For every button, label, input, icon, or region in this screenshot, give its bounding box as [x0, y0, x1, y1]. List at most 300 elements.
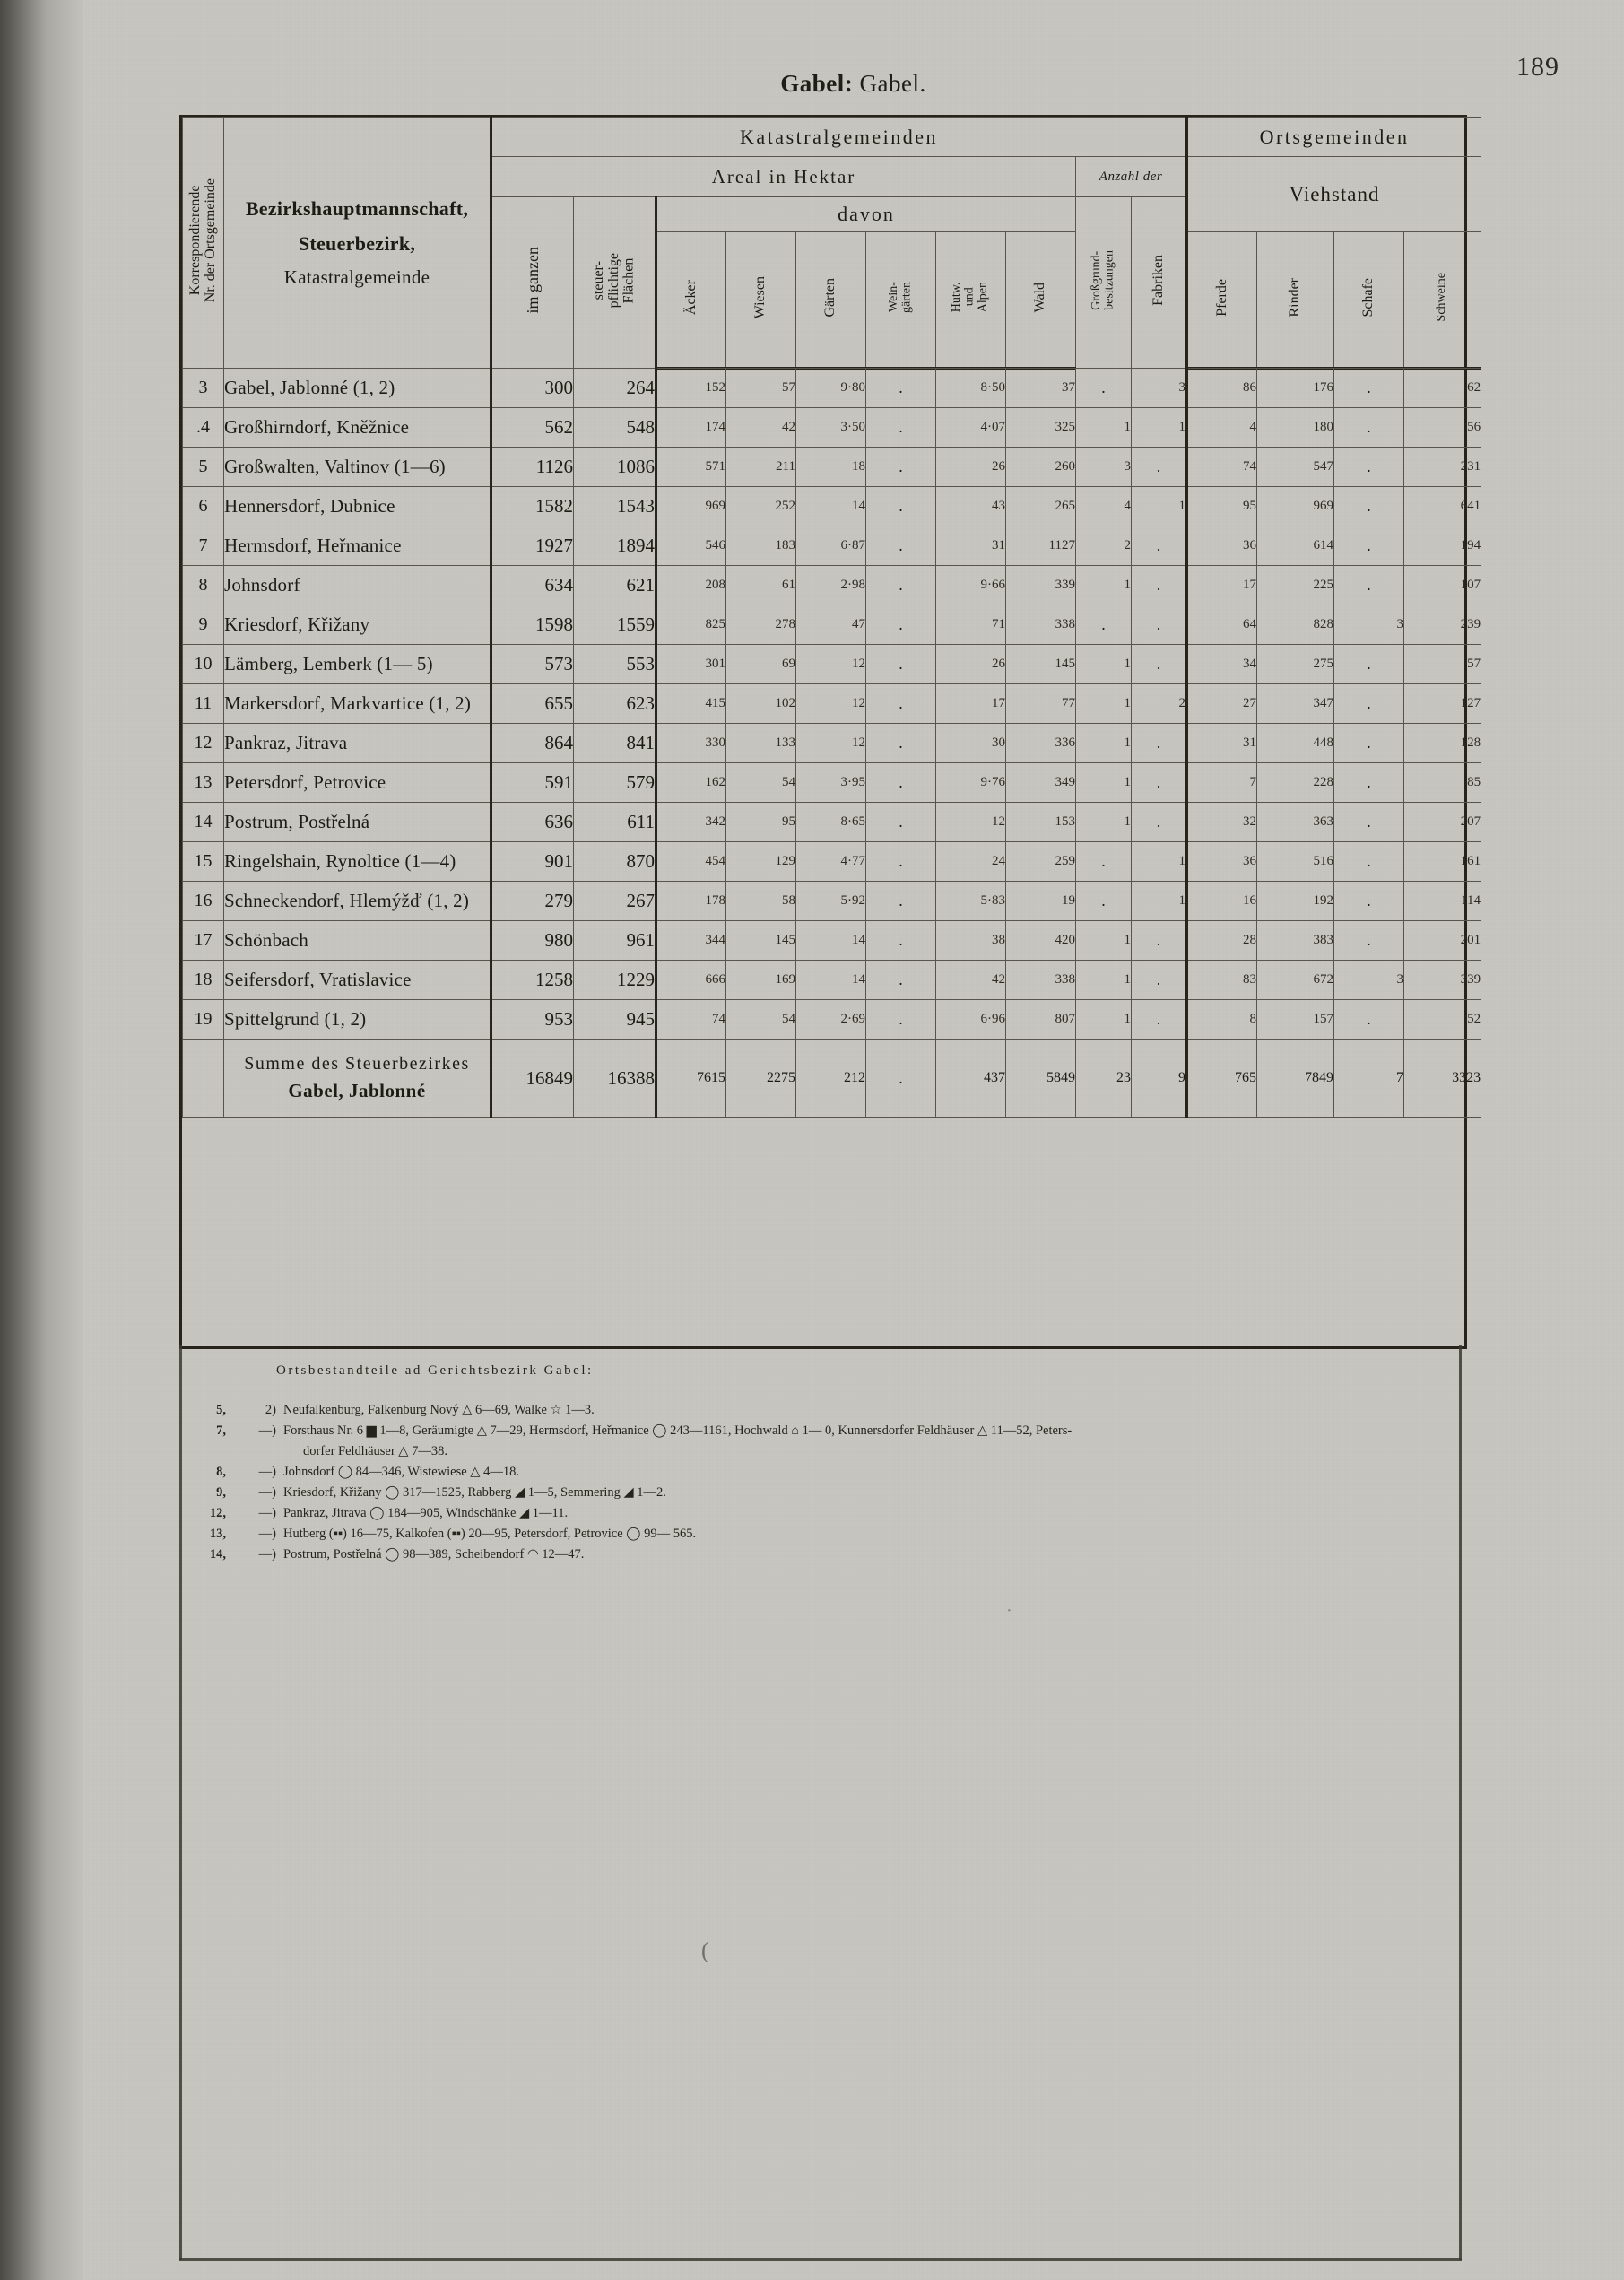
cell-wiesen: 145: [726, 921, 796, 961]
cell-hutweiden-alpen: 26: [936, 448, 1006, 487]
cell-steuerpflichtige: 1894: [574, 526, 656, 566]
cell-im-ganzen: 901: [491, 842, 574, 882]
footnote-row: [179, 1441, 1072, 1462]
cell-grossgrundbesitzungen: 2: [1076, 526, 1132, 566]
cell-gaerten: 5·92: [796, 882, 866, 921]
table-row: [183, 566, 1481, 605]
cell-schweine: 56: [1404, 408, 1481, 448]
cell-schafe: .: [1334, 566, 1404, 605]
cell-weingaerten: .: [866, 803, 936, 842]
cell-rinder: 516: [1257, 842, 1334, 882]
cell-gaerten: 18: [796, 448, 866, 487]
footnote-number: 12,: [209, 1506, 226, 1521]
footnote-number: 7,: [216, 1423, 226, 1439]
cell-rinder: 275: [1257, 645, 1334, 684]
footnote-text: Neufalkenburg, Falkenburg Nový △ 6—69, Walke ☆ 1—3.: [283, 1403, 595, 1417]
cell-schafe: .: [1334, 921, 1404, 961]
cell-gemeinde-name: Hennersdorf, Dubnice: [224, 487, 491, 526]
summary-cell-schafe: 7: [1334, 1040, 1404, 1118]
cell-grossgrundbesitzungen: 1: [1076, 566, 1132, 605]
summary-row: [183, 1040, 1481, 1118]
cell-rinder: 672: [1257, 961, 1334, 1000]
col-header-grossgrund-line1: Großgrund-: [1089, 250, 1103, 310]
cell-fabriken: .: [1132, 921, 1187, 961]
cell-steuerpflichtige: 548: [574, 408, 656, 448]
footnote-text: Postrum, Postřelná ◯ 98—389, Scheibendorf ◠ 12—47.: [283, 1547, 585, 1562]
cell-hutweiden-alpen: 6·96: [936, 1000, 1006, 1040]
cell-hutweiden-alpen: 17: [936, 684, 1006, 724]
footnote-marker: —): [258, 1547, 276, 1562]
cell-steuerpflichtige: 623: [574, 684, 656, 724]
cell-acker: 330: [656, 724, 726, 763]
cell-steuerpflichtige: 1229: [574, 961, 656, 1000]
cell-grossgrundbesitzungen: .: [1076, 369, 1132, 408]
cell-im-ganzen: 573: [491, 645, 574, 684]
cell-schweine: 201: [1404, 921, 1481, 961]
col-header-wald-label: Wald: [1032, 282, 1048, 313]
cell-wiesen: 57: [726, 369, 796, 408]
table-row: [183, 684, 1481, 724]
summary-cell-fabriken: 9: [1132, 1040, 1187, 1118]
cell-wald: 420: [1006, 921, 1076, 961]
cell-weingaerten: .: [866, 763, 936, 803]
page-number: 189: [1516, 52, 1559, 82]
col-header-steuerpfl-line3: Flächen: [621, 257, 637, 303]
cell-korrespondierende-nr: 6: [183, 487, 224, 526]
cell-schweine: 339: [1404, 961, 1481, 1000]
cell-im-ganzen: 980: [491, 921, 574, 961]
col-header-weingaerten: [866, 232, 936, 369]
footnote-text: Hutberg (▪▪) 16—75, Kalkofen (▪▪) 20—95, Petersdorf, Petrovice ◯ 99— 565.: [283, 1527, 697, 1542]
cell-pferde: 31: [1187, 724, 1257, 763]
footnote-row: [179, 1545, 1072, 1565]
cell-pferde: 8: [1187, 1000, 1257, 1040]
col-header-acker: [656, 232, 726, 369]
cell-schafe: .: [1334, 645, 1404, 684]
cell-schafe: .: [1334, 763, 1404, 803]
cell-fabriken: .: [1132, 803, 1187, 842]
cell-rinder: 614: [1257, 526, 1334, 566]
statistics-table-frame: [179, 115, 1481, 1349]
cell-steuerpflichtige: 945: [574, 1000, 656, 1040]
cell-pferde: 64: [1187, 605, 1257, 645]
cell-im-ganzen: 655: [491, 684, 574, 724]
cell-fabriken: 1: [1132, 882, 1187, 921]
cell-steuerpflichtige: 870: [574, 842, 656, 882]
page-left-rule: [179, 1345, 182, 2260]
cell-gemeinde-name: Seifersdorf, Vratislavice: [224, 961, 491, 1000]
cell-grossgrundbesitzungen: .: [1076, 842, 1132, 882]
cell-hutweiden-alpen: 9·76: [936, 763, 1006, 803]
cell-schweine: 239: [1404, 605, 1481, 645]
cell-wald: 77: [1006, 684, 1076, 724]
cell-steuerpflichtige: 264: [574, 369, 656, 408]
cell-grossgrundbesitzungen: 1: [1076, 408, 1132, 448]
cell-wiesen: 169: [726, 961, 796, 1000]
cell-weingaerten: .: [866, 408, 936, 448]
cell-im-ganzen: 1927: [491, 526, 574, 566]
cell-pferde: 4: [1187, 408, 1257, 448]
cell-pferde: 86: [1187, 369, 1257, 408]
table-row: [183, 803, 1481, 842]
cell-fabriken: .: [1132, 566, 1187, 605]
col-header-rinder: [1257, 232, 1334, 369]
cell-korrespondierende-nr: 7: [183, 526, 224, 566]
cell-rinder: 228: [1257, 763, 1334, 803]
col-header-bezirkshauptmannschaft: Bezirkshauptmannschaft,: [245, 197, 469, 221]
col-header-hutweiden-alpen: [936, 232, 1006, 369]
col-header-fabriken-label: Fabriken: [1150, 255, 1166, 306]
table-row: [183, 408, 1481, 448]
cell-korrespondierende-nr: 5: [183, 448, 224, 487]
cell-hutweiden-alpen: 30: [936, 724, 1006, 763]
cell-acker: 344: [656, 921, 726, 961]
cell-rinder: 180: [1257, 408, 1334, 448]
cell-gaerten: 3·50: [796, 408, 866, 448]
summary-cell-wiesen: 2275: [726, 1040, 796, 1118]
cell-rinder: 547: [1257, 448, 1334, 487]
cell-weingaerten: .: [866, 684, 936, 724]
cell-weingaerten: .: [866, 842, 936, 882]
group-header-davon: davon: [656, 197, 1076, 232]
cell-korrespondierende-nr: 10: [183, 645, 224, 684]
cell-steuerpflichtige: 553: [574, 645, 656, 684]
cell-im-ganzen: 1598: [491, 605, 574, 645]
cell-schweine: 194: [1404, 526, 1481, 566]
cell-pferde: 17: [1187, 566, 1257, 605]
cell-hutweiden-alpen: 12: [936, 803, 1006, 842]
cell-gemeinde-name: Pankraz, Jitrava: [224, 724, 491, 763]
cell-wald: 349: [1006, 763, 1076, 803]
cell-schafe: .: [1334, 526, 1404, 566]
cell-schafe: .: [1334, 803, 1404, 842]
cell-gemeinde-name: Johnsdorf: [224, 566, 491, 605]
cell-wald: 259: [1006, 842, 1076, 882]
cell-schweine: 52: [1404, 1000, 1481, 1040]
cell-hutweiden-alpen: 31: [936, 526, 1006, 566]
cell-wald: 1127: [1006, 526, 1076, 566]
footnotes-table: [179, 1400, 1072, 1565]
cell-schafe: .: [1334, 1000, 1404, 1040]
cell-gemeinde-name: Gabel, Jablonné (1, 2): [224, 369, 491, 408]
cell-wiesen: 95: [726, 803, 796, 842]
col-header-weingaerten-line1: Wein-: [886, 282, 900, 313]
scan-artifact-glyph: (: [701, 1937, 709, 1963]
footnote-number: 8,: [216, 1465, 226, 1480]
col-header-hutw-line3: Alpen: [976, 282, 990, 313]
col-header-steuerpfl-line1: steuer-: [590, 260, 606, 300]
cell-gaerten: 6·87: [796, 526, 866, 566]
cell-fabriken: 2: [1132, 684, 1187, 724]
cell-fabriken: .: [1132, 526, 1187, 566]
cell-hutweiden-alpen: 71: [936, 605, 1006, 645]
cell-rinder: 828: [1257, 605, 1334, 645]
cell-weingaerten: .: [866, 645, 936, 684]
footnote-row: [179, 1503, 1072, 1524]
cell-grossgrundbesitzungen: .: [1076, 882, 1132, 921]
cell-gaerten: 14: [796, 921, 866, 961]
cell-fabriken: 3: [1132, 369, 1187, 408]
cell-pferde: 32: [1187, 803, 1257, 842]
footnote-marker: —): [258, 1423, 276, 1439]
cell-schafe: .: [1334, 369, 1404, 408]
cell-steuerpflichtige: 1543: [574, 487, 656, 526]
cell-fabriken: .: [1132, 724, 1187, 763]
footnote-number: 14,: [209, 1547, 226, 1562]
cell-im-ganzen: 279: [491, 882, 574, 921]
table-row: [183, 487, 1481, 526]
cell-wiesen: 102: [726, 684, 796, 724]
cell-grossgrundbesitzungen: 1: [1076, 961, 1132, 1000]
cell-rinder: 969: [1257, 487, 1334, 526]
cell-schweine: 231: [1404, 448, 1481, 487]
cell-korrespondierende-nr: 18: [183, 961, 224, 1000]
col-header-administrative-unit: [224, 118, 491, 369]
cell-schweine: 107: [1404, 566, 1481, 605]
page-bottom-rule: [179, 2258, 1462, 2261]
cell-korrespondierende-nr: 17: [183, 921, 224, 961]
footnote-row: [179, 1483, 1072, 1503]
cell-acker: 969: [656, 487, 726, 526]
cell-wald: 336: [1006, 724, 1076, 763]
cell-wiesen: 133: [726, 724, 796, 763]
group-header-areal-in-hektar: Areal in Hektar: [491, 157, 1076, 197]
summary-empty-index: [183, 1040, 224, 1118]
col-header-weingaerten-line2: gärten: [899, 282, 914, 313]
cell-hutweiden-alpen: 26: [936, 645, 1006, 684]
table-row: [183, 724, 1481, 763]
cell-hutweiden-alpen: 4·07: [936, 408, 1006, 448]
cell-grossgrundbesitzungen: 1: [1076, 921, 1132, 961]
col-header-rinder-label: Rinder: [1287, 277, 1303, 318]
cell-gemeinde-name: Spittelgrund (1, 2): [224, 1000, 491, 1040]
col-header-acker-label: Äcker: [682, 279, 699, 316]
cell-grossgrundbesitzungen: 4: [1076, 487, 1132, 526]
cell-grossgrundbesitzungen: 3: [1076, 448, 1132, 487]
cell-fabriken: 1: [1132, 487, 1187, 526]
cell-korrespondierende-nr: 11: [183, 684, 224, 724]
cell-hutweiden-alpen: 38: [936, 921, 1006, 961]
cell-schafe: .: [1334, 842, 1404, 882]
cell-schafe: .: [1334, 487, 1404, 526]
cell-rinder: 157: [1257, 1000, 1334, 1040]
cell-schweine: 127: [1404, 684, 1481, 724]
cell-hutweiden-alpen: 43: [936, 487, 1006, 526]
cell-korrespondierende-nr: 19: [183, 1000, 224, 1040]
footnotes-block: [179, 1363, 1462, 1565]
cell-im-ganzen: 634: [491, 566, 574, 605]
summary-cell-wald: 5849: [1006, 1040, 1076, 1118]
table-row: [183, 763, 1481, 803]
cell-wiesen: 58: [726, 882, 796, 921]
summary-cell-grossgrundbesitzungen: 23: [1076, 1040, 1132, 1118]
cell-gemeinde-name: Schönbach: [224, 921, 491, 961]
scanned-page: [83, 0, 1624, 2280]
book-gutter-shadow: [0, 0, 47, 2280]
cell-acker: 162: [656, 763, 726, 803]
cell-wald: 339: [1006, 566, 1076, 605]
cell-wiesen: 183: [726, 526, 796, 566]
cell-wiesen: 129: [726, 842, 796, 882]
summary-cell-steuerpflichtige: 16388: [574, 1040, 656, 1118]
cell-grossgrundbesitzungen: 1: [1076, 763, 1132, 803]
cell-wiesen: 252: [726, 487, 796, 526]
cell-korrespondierende-nr: 9: [183, 605, 224, 645]
footnote-marker: 2): [265, 1403, 276, 1417]
table-row: [183, 961, 1481, 1000]
cell-wald: 37: [1006, 369, 1076, 408]
cell-schweine: 161: [1404, 842, 1481, 882]
footnote-text-continuation: dorfer Feldhäuser △ 7—38.: [303, 1444, 447, 1459]
cell-korrespondierende-nr: 16: [183, 882, 224, 921]
footnote-number: 9,: [216, 1485, 226, 1501]
col-header-korr-line2: Nr. der Ortsgemeinde: [202, 178, 218, 303]
cell-im-ganzen: 953: [491, 1000, 574, 1040]
table-row: [183, 645, 1481, 684]
col-header-schafe: [1334, 232, 1404, 369]
footnote-row: [179, 1462, 1072, 1483]
cell-weingaerten: .: [866, 882, 936, 921]
cell-korrespondierende-nr: 8: [183, 566, 224, 605]
summary-cell-schweine: 3323: [1404, 1040, 1481, 1118]
cell-grossgrundbesitzungen: .: [1076, 605, 1132, 645]
footnote-number: 5,: [216, 1403, 226, 1417]
cell-steuerpflichtige: 611: [574, 803, 656, 842]
cell-gemeinde-name: Petersdorf, Petrovice: [224, 763, 491, 803]
cell-gaerten: 9·80: [796, 369, 866, 408]
cell-pferde: 27: [1187, 684, 1257, 724]
summary-label-line1: Summe des Steuerbezirkes: [244, 1054, 470, 1075]
table-row: [183, 526, 1481, 566]
cell-gaerten: 3·95: [796, 763, 866, 803]
cell-fabriken: 1: [1132, 842, 1187, 882]
scan-artifact-dot: ·: [1006, 1601, 1012, 1621]
cell-pferde: 95: [1187, 487, 1257, 526]
cell-schweine: 207: [1404, 803, 1481, 842]
cell-fabriken: .: [1132, 961, 1187, 1000]
cell-gemeinde-name: Kriesdorf, Křižany: [224, 605, 491, 645]
summary-cell-im-ganzen: 16849: [491, 1040, 574, 1118]
col-header-im-ganzen-label: im ganzen: [523, 247, 542, 314]
cell-fabriken: .: [1132, 605, 1187, 645]
cell-fabriken: .: [1132, 763, 1187, 803]
cell-hutweiden-alpen: 24: [936, 842, 1006, 882]
cell-weingaerten: .: [866, 605, 936, 645]
cell-gemeinde-name: Schneckendorf, Hlemýžď (1, 2): [224, 882, 491, 921]
cell-schafe: .: [1334, 448, 1404, 487]
cell-wiesen: 54: [726, 1000, 796, 1040]
cell-wald: 153: [1006, 803, 1076, 842]
running-head-district: Gabel:: [780, 70, 854, 97]
cell-acker: 825: [656, 605, 726, 645]
cell-steuerpflichtige: 579: [574, 763, 656, 803]
statistics-table: [182, 117, 1481, 1118]
footnote-marker: —): [258, 1527, 276, 1542]
cell-fabriken: .: [1132, 645, 1187, 684]
cell-grossgrundbesitzungen: 1: [1076, 645, 1132, 684]
cell-acker: 152: [656, 369, 726, 408]
footnote-marker: —): [258, 1485, 276, 1501]
footnote-row: [179, 1421, 1072, 1441]
table-row: [183, 369, 1481, 408]
cell-schweine: 57: [1404, 645, 1481, 684]
cell-gaerten: 8·65: [796, 803, 866, 842]
running-head: [83, 70, 1624, 98]
cell-rinder: 347: [1257, 684, 1334, 724]
cell-weingaerten: .: [866, 1000, 936, 1040]
cell-rinder: 225: [1257, 566, 1334, 605]
cell-grossgrundbesitzungen: 1: [1076, 1000, 1132, 1040]
cell-korrespondierende-nr: .4: [183, 408, 224, 448]
cell-rinder: 383: [1257, 921, 1334, 961]
cell-schafe: .: [1334, 882, 1404, 921]
cell-gaerten: 14: [796, 961, 866, 1000]
col-header-korr-line1: Korrespondierende: [187, 186, 203, 296]
page-right-rule: [1459, 1345, 1462, 2260]
cell-im-ganzen: 300: [491, 369, 574, 408]
summary-cell-weingaerten: .: [866, 1040, 936, 1118]
col-header-wald: [1006, 232, 1076, 369]
cell-gemeinde-name: Hermsdorf, Heřmanice: [224, 526, 491, 566]
cell-grossgrundbesitzungen: 1: [1076, 684, 1132, 724]
cell-acker: 666: [656, 961, 726, 1000]
cell-rinder: 176: [1257, 369, 1334, 408]
cell-gemeinde-name: Postrum, Postřelná: [224, 803, 491, 842]
cell-wiesen: 42: [726, 408, 796, 448]
cell-wald: 338: [1006, 961, 1076, 1000]
table-row: [183, 448, 1481, 487]
table-row: [183, 605, 1481, 645]
col-header-grossgrundbesitzungen: [1076, 197, 1132, 369]
footnote-text: Johnsdorf ◯ 84—346, Wistewiese △ 4—18.: [283, 1465, 519, 1480]
cell-schweine: 128: [1404, 724, 1481, 763]
cell-steuerpflichtige: 961: [574, 921, 656, 961]
cell-gemeinde-name: Lämberg, Lemberk (1— 5): [224, 645, 491, 684]
cell-hutweiden-alpen: 8·50: [936, 369, 1006, 408]
cell-acker: 74: [656, 1000, 726, 1040]
cell-acker: 571: [656, 448, 726, 487]
summary-cell-acker: 7615: [656, 1040, 726, 1118]
cell-weingaerten: .: [866, 369, 936, 408]
cell-gemeinde-name: Ringelshain, Rynoltice (1—4): [224, 842, 491, 882]
cell-weingaerten: .: [866, 724, 936, 763]
cell-steuerpflichtige: 267: [574, 882, 656, 921]
footnote-marker-spacer: [235, 1441, 283, 1462]
cell-schafe: 3: [1334, 605, 1404, 645]
cell-schafe: .: [1334, 408, 1404, 448]
footnote-marker: —): [258, 1506, 276, 1521]
cell-wald: 265: [1006, 487, 1076, 526]
cell-gemeinde-name: Großwalten, Valtinov (1—6): [224, 448, 491, 487]
cell-pferde: 16: [1187, 882, 1257, 921]
cell-korrespondierende-nr: 15: [183, 842, 224, 882]
book-gutter-edge: [47, 0, 83, 2280]
cell-schweine: 62: [1404, 369, 1481, 408]
footnote-text: Forsthaus Nr. 6 ▆ 1—8, Geräumigte △ 7—29, Hermsdorf, Heřmanice ◯ 243—1161, Hochwald ⌂ 1— 0, Kunnersdorfer Feldhäuser △ 11—52, Peters-: [283, 1423, 1073, 1439]
cell-im-ganzen: 1258: [491, 961, 574, 1000]
footnote-text: Kriesdorf, Křižany ◯ 317—1525, Rabberg ◢ 1—5, Semmering ◢ 1—2.: [283, 1485, 666, 1501]
cell-acker: 301: [656, 645, 726, 684]
cell-fabriken: 1: [1132, 408, 1187, 448]
running-head-place: Gabel.: [859, 70, 926, 97]
cell-hutweiden-alpen: 5·83: [936, 882, 1006, 921]
cell-rinder: 363: [1257, 803, 1334, 842]
table-row: [183, 882, 1481, 921]
cell-schafe: .: [1334, 684, 1404, 724]
cell-acker: 178: [656, 882, 726, 921]
cell-wald: 260: [1006, 448, 1076, 487]
col-header-steuerbezirk: Steuerbezirk,: [298, 231, 416, 255]
